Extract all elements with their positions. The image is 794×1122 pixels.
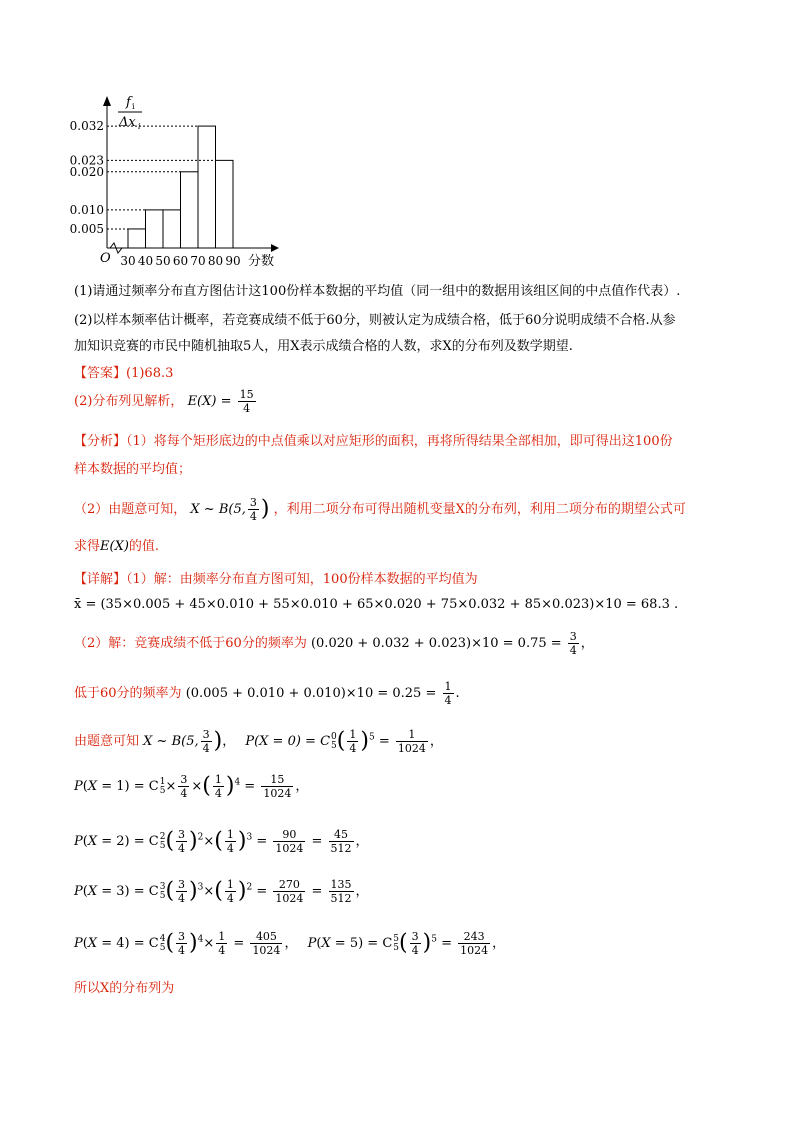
- histogram-bar: [216, 160, 234, 248]
- analysis-text-1: （1）将每个矩形底边的中点值乘以对应矩形的面积，再将所得结果全部相加，即可得出这100份: [126, 434, 673, 449]
- analysis-text-4b: 的值.: [128, 539, 160, 554]
- detail-text-4: 由题意可知: [74, 734, 140, 749]
- x-tick-label: 50: [155, 254, 171, 268]
- analysis-tag: 【分析】: [74, 434, 127, 449]
- question-1: (1)请通过频率分布直方图估计这100份样本数据的平均值（同一组中的数据用该组区间的中点值作代表）.: [74, 284, 681, 299]
- analysis-text-3a: （2）由题意可知，: [74, 502, 187, 517]
- histogram-bar: [163, 210, 181, 248]
- answer-2-fraction: $\frac{15}{4}$: [239, 388, 254, 415]
- p0-lhs: P(X = 0) = C: [245, 734, 331, 749]
- p2-fraction-2: $\frac{45}{512}$: [330, 828, 352, 855]
- x-tick-label: 40: [137, 254, 154, 268]
- p3-fraction-1: $\frac{270}{1024}$: [275, 878, 304, 905]
- detail-expr-3: (0.005 + 0.010 + 0.010)×10 = 0.25 =: [185, 686, 437, 701]
- y-tick-label: 0.020: [69, 164, 104, 179]
- binomial-p: $\frac{3}{4}$: [249, 496, 257, 523]
- detail-tag: 【详解】: [74, 572, 127, 587]
- p4-fraction: $\frac{405}{1024}$: [252, 930, 281, 957]
- p2-fraction-1: $\frac{90}{1024}$: [275, 828, 304, 855]
- x-axis-label: 分数: [248, 254, 275, 269]
- detail-fraction-3: $\frac{1}{4}$: [444, 680, 452, 707]
- p45-line: P(X = 4) = C 4 5 ( $\frac{3}{4}$ )$^4$× $\frac{1}{4}$ = $\frac{405}{1024}$ ， P(X = 5) = C 5 5 ( $\frac{3}{4}$ )$^5$ = $\frac{243}{1024}$ ，: [74, 930, 506, 957]
- x-tick-label: 30: [120, 254, 136, 268]
- detail-line-1: [74, 568, 478, 587]
- y-tick-label: 0.005: [69, 221, 104, 236]
- y-axis-label-numerator-sub: i: [132, 102, 135, 111]
- answer-2-prefix: (2)分布列见解析，: [74, 394, 184, 409]
- histogram-bar: [198, 126, 216, 248]
- detail-fraction-2: $\frac{3}{4}$: [569, 630, 577, 657]
- binomial-expr: X ~ B(5,: [190, 502, 246, 517]
- x-axis-arrow: [271, 244, 279, 252]
- y-axis-arrow: [103, 96, 111, 106]
- analysis-line-4: [74, 535, 159, 554]
- conclusion: 所以X的分布列为: [74, 981, 175, 996]
- answer-tag: 【答案】: [74, 366, 127, 381]
- p3-fraction-2: $\frac{135}{512}$: [330, 878, 352, 905]
- y-axis-label-numerator: f: [126, 95, 131, 110]
- answer-1: (1)68.3: [126, 366, 174, 381]
- x-tick-label: 90: [225, 254, 241, 268]
- detail-line-4: 由题意可知 X ~ B(5, $\frac{3}{4}$ )， P(X = 0) = C 0 5 ( $\frac{1}{4}$ )$^5$ = $\frac{1}{1024}$ ，: [74, 728, 443, 755]
- histogram-bar: [128, 229, 146, 248]
- y-axis-label-denominator-sub: i: [138, 122, 141, 131]
- p1-line: P(X = 1) = C 1 5 × $\frac{3}{4}$ ×( $\frac{1}{4}$ )$^4$ = $\frac{15}{1024}$ ，: [74, 773, 309, 800]
- analysis-line-3: （2）由题意可知， X ~ B(5, $\frac{3}{4}$ ) ，利用二项分布可得出随机变量X的分布列，利用二项分布的期望公式可: [74, 496, 686, 523]
- analysis-text-3b: ，利用二项分布可得出随机变量X的分布列，利用二项分布的期望公式可: [273, 502, 686, 517]
- y-tick-label: 0.032: [69, 119, 104, 134]
- detail-text-1: （1）解：由频率分布直方图可知，100份样本数据的平均值为: [126, 572, 478, 587]
- detail-line-3: 低于60分的频率为 (0.005 + 0.010 + 0.010)×10 = 0.25 = $\frac{1}{4}$ .: [74, 680, 460, 707]
- detail-text-2: （2）解：竞赛成绩不低于60分的频率为: [74, 636, 307, 651]
- y-axis-label-denominator: Δx: [119, 115, 136, 130]
- x-tick-label: 80: [207, 254, 224, 268]
- histogram-bar: [181, 172, 199, 248]
- question-2-line-1: (2)以样本频率估计概率，若竞赛成绩不低于60分，则被认定为成绩合格，低于60分说明成绩不合格.从参: [74, 313, 676, 328]
- origin-label: O: [100, 251, 111, 266]
- mean-formula: x̄ = (35×0.005 + 45×0.010 + 55×0.010 + 65×0.020 + 75×0.032 + 85×0.023)×10 = 68.3 .: [74, 597, 679, 612]
- question-2-line-2: 加知识竞赛的市民中随机抽取5人，用X表示成绩合格的人数，求X的分布列及数学期望.: [74, 339, 573, 354]
- detail-text-3: 低于60分的频率为: [74, 686, 182, 701]
- analysis-line-1: [74, 430, 673, 449]
- binomial-expr-2: X ~ B(5,: [143, 734, 199, 749]
- p1-fraction: $\frac{15}{1024}$: [263, 773, 292, 800]
- p5-fraction: $\frac{243}{1024}$: [460, 930, 489, 957]
- frequency-histogram: [66, 92, 296, 272]
- detail-line-2: （2）解：竞赛成绩不低于60分的频率为 (0.020 + 0.032 + 0.023)×10 = 0.75 = $\frac{3}{4}$ ，: [74, 630, 594, 657]
- x-tick-label: 60: [172, 254, 189, 268]
- histogram-bar: [146, 210, 164, 248]
- analysis-text-4a: 求得: [74, 539, 101, 554]
- p3-line: P(X = 3) = C 3 5 ( $\frac{3}{4}$ )$^3$×( $\frac{1}{4}$ )$^2$ = $\frac{270}{1024}$ = $\frac{135}{512}$ ，: [74, 878, 369, 905]
- expectation-symbol: E(X): [100, 539, 129, 554]
- binomial-p-2: $\frac{3}{4}$: [202, 728, 210, 755]
- p2-line: P(X = 2) = C 2 5 ( $\frac{3}{4}$ )$^2$×( $\frac{1}{4}$ )$^3$ = $\frac{90}{1024}$ = $\frac{45}{512}$ ，: [74, 828, 369, 855]
- detail-expr-2: (0.020 + 0.032 + 0.023)×10 = 0.75 =: [310, 636, 562, 651]
- analysis-line-2: 样本数据的平均值；: [74, 462, 192, 477]
- p0-fraction: $\frac{1}{1024}$: [397, 728, 426, 755]
- y-tick-label: 0.023: [69, 153, 104, 168]
- answer-line-1: [74, 362, 173, 381]
- y-tick-label: 0.010: [69, 202, 104, 217]
- x-tick-label: 70: [190, 254, 206, 268]
- answer-line-2: [74, 388, 258, 415]
- answer-2-lhs: E(X) =: [187, 394, 232, 409]
